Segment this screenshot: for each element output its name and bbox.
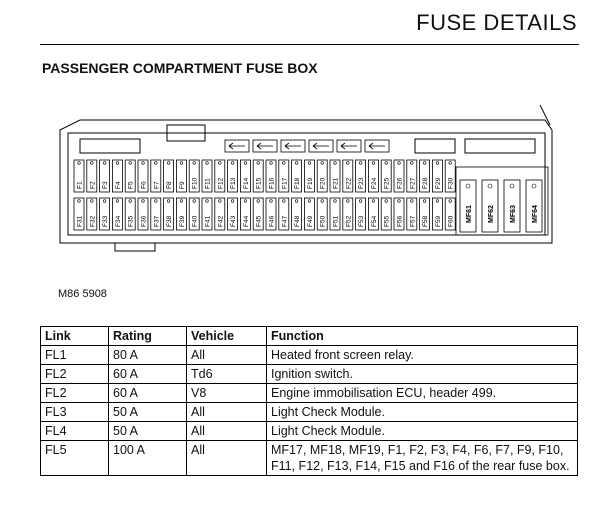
- fuse-slot: [112, 160, 122, 192]
- fuse-label: F35: [127, 215, 135, 227]
- fuse-label: F45: [255, 215, 263, 227]
- relay-right: [465, 139, 535, 153]
- fuse-label: F28: [422, 177, 430, 189]
- fuse-slot: [343, 160, 353, 192]
- fuse-slot: [368, 198, 378, 230]
- fuse-label: F11: [204, 178, 212, 189]
- fuse-label: F22: [345, 177, 353, 189]
- fuse-label: F55: [383, 215, 391, 227]
- link-cell: FL2: [41, 365, 109, 384]
- fuse-slot: [381, 198, 391, 230]
- table-row: [41, 403, 578, 422]
- table-row: [41, 346, 578, 365]
- fuse-slot: [151, 198, 161, 230]
- fuse-label: F50: [319, 215, 327, 227]
- fuse-label: F54: [370, 215, 378, 227]
- fuse-label: F24: [370, 177, 378, 189]
- diagram-reference: M86 5908: [58, 288, 107, 300]
- fuse-slot: [176, 198, 186, 230]
- vehicle-cell: Td6: [187, 365, 267, 384]
- vehicle-cell: All: [187, 422, 267, 441]
- rating-cell: 60 A: [109, 384, 187, 403]
- fuse-slot: [112, 198, 122, 230]
- fuse-slot: [253, 160, 263, 192]
- fuse-label: F1: [76, 181, 84, 189]
- fuse-slot: [330, 160, 340, 192]
- fuse-slot: [189, 198, 199, 230]
- fuse-label: F44: [242, 215, 250, 227]
- rating-cell: 100 A: [109, 441, 187, 476]
- header-divider: [40, 44, 579, 45]
- fuse-label: F32: [89, 215, 97, 227]
- section-title: PASSENGER COMPARTMENT FUSE BOX: [42, 60, 318, 76]
- fuse-slot: [356, 198, 366, 230]
- table-header-row: [41, 327, 578, 346]
- fuse-box-diagram: [40, 95, 580, 270]
- fuse-slot: [304, 198, 314, 230]
- fuse-label: F33: [102, 215, 110, 227]
- arrow-icon: [313, 143, 329, 149]
- fuse-label: F52: [345, 215, 353, 227]
- table-row: [41, 422, 578, 441]
- fuse-label: F19: [306, 177, 314, 189]
- fuse-slot: [202, 160, 212, 192]
- fuse-slot: [356, 160, 366, 192]
- fuse-label: F15: [255, 177, 263, 189]
- fuse-slot: [432, 198, 442, 230]
- fuse-label: F34: [114, 215, 122, 227]
- fuse-label: F2: [89, 181, 97, 189]
- fuse-label: F8: [166, 181, 174, 189]
- relay-mid: [415, 139, 455, 153]
- fuse-label: F14: [242, 177, 250, 189]
- fuse-label: F38: [166, 215, 174, 227]
- fuse-slot: [125, 198, 135, 230]
- fuse-label: F30: [447, 177, 455, 189]
- fuse-label: F59: [434, 215, 442, 227]
- fuse-label: F40: [191, 215, 199, 227]
- fuse-slot: [74, 160, 84, 192]
- fuse-slot: [317, 198, 327, 230]
- arrow-icon: [229, 143, 245, 149]
- fuse-slot: [381, 160, 391, 192]
- fuse-label: F56: [396, 215, 404, 227]
- fuse-slot: [228, 198, 238, 230]
- fuse-slot: [445, 198, 455, 230]
- fuse-label: F42: [217, 215, 225, 227]
- fuse-slot: [445, 160, 455, 192]
- table-row: [41, 441, 578, 476]
- fuse-label: F4: [114, 181, 122, 189]
- vehicle-cell: V8: [187, 384, 267, 403]
- fuse-label: F5: [127, 181, 135, 189]
- function-cell: Heated front screen relay.: [267, 346, 578, 365]
- vehicle-cell: All: [187, 346, 267, 365]
- function-cell: Light Check Module.: [267, 422, 578, 441]
- page-title: FUSE DETAILS: [416, 10, 577, 35]
- fuse-slot: [304, 160, 314, 192]
- maxi-fuse: [504, 180, 520, 232]
- maxi-fuse: [460, 180, 476, 232]
- fuse-slot: [394, 198, 404, 230]
- fuse-label: F31: [76, 215, 84, 227]
- maxi-fuse: [482, 180, 498, 232]
- fuse-slot: [343, 198, 353, 230]
- fuse-label: F9: [178, 181, 186, 189]
- maxi-fuse-label: MF64: [532, 205, 539, 223]
- fuse-label: F21: [332, 177, 340, 189]
- fuse-slot: [432, 160, 442, 192]
- vehicle-cell: All: [187, 403, 267, 422]
- fuse-slot: [292, 198, 302, 230]
- fuse-label: F20: [319, 177, 327, 189]
- fuse-label: F16: [268, 177, 276, 189]
- fuse-slot: [215, 198, 225, 230]
- fuse-slot: [100, 198, 110, 230]
- fuse-slot: [292, 160, 302, 192]
- fuse-slot: [87, 198, 97, 230]
- maxi-fuse: [526, 180, 542, 232]
- fuse-slot: [394, 160, 404, 192]
- fuse-label: F36: [140, 215, 148, 227]
- fuse-label: F17: [281, 177, 289, 189]
- fuse-slot: [407, 198, 417, 230]
- maxi-fuse-label: MF62: [488, 205, 495, 223]
- fuse-label: F23: [358, 177, 366, 189]
- fuse-label: F39: [178, 215, 186, 227]
- fuse-slot: [266, 160, 276, 192]
- bottom-tab: [115, 243, 155, 251]
- function-cell: Engine immobilisation ECU, header 499.: [267, 384, 578, 403]
- fuse-slot: [317, 160, 327, 192]
- fuse-label: F57: [409, 215, 417, 227]
- fuse-slot: [164, 198, 174, 230]
- fuse-slot: [368, 160, 378, 192]
- rating-cell: 80 A: [109, 346, 187, 365]
- fuse-label: F6: [140, 181, 148, 189]
- fuse-label: F41: [204, 215, 212, 227]
- link-cell: FL3: [41, 403, 109, 422]
- arrow-icon: [341, 143, 357, 149]
- table-row: [41, 384, 578, 403]
- fuse-slot: [330, 198, 340, 230]
- fuse-slot: [407, 160, 417, 192]
- fuse-label: F25: [383, 177, 391, 189]
- fuse-label: F10: [191, 177, 199, 189]
- fuse-slot: [279, 198, 289, 230]
- link-cell: FL2: [41, 384, 109, 403]
- column-header-rating: Rating: [109, 327, 187, 346]
- fuse-label: F58: [422, 215, 430, 227]
- column-header-function: Function: [267, 327, 578, 346]
- column-header-vehicle: Vehicle: [187, 327, 267, 346]
- fuse-slot: [87, 160, 97, 192]
- link-cell: FL5: [41, 441, 109, 476]
- fuse-label: F48: [294, 215, 302, 227]
- fuse-label: F51: [332, 215, 340, 227]
- rating-cell: 50 A: [109, 403, 187, 422]
- vehicle-cell: All: [187, 441, 267, 476]
- fuse-slot: [215, 160, 225, 192]
- maxi-fuse-label: MF61: [466, 205, 473, 223]
- fuse-slot: [164, 160, 174, 192]
- fuse-slot: [176, 160, 186, 192]
- fuse-label: F46: [268, 215, 276, 227]
- fuse-label: F49: [306, 215, 314, 227]
- link-cell: FL1: [41, 346, 109, 365]
- fuse-slot: [151, 160, 161, 192]
- fuse-slot: [125, 160, 135, 192]
- fuse-slot: [138, 160, 148, 192]
- rating-cell: 50 A: [109, 422, 187, 441]
- function-cell: Light Check Module.: [267, 403, 578, 422]
- fuse-label: F13: [230, 177, 238, 189]
- fuse-slot: [279, 160, 289, 192]
- column-header-link: Link: [41, 327, 109, 346]
- fuse-slot: [189, 160, 199, 192]
- fuse-label: F47: [281, 215, 289, 227]
- fuse-label: F29: [434, 177, 442, 189]
- right-ear: [540, 105, 550, 125]
- fuse-slot: [420, 160, 430, 192]
- fuse-slot: [266, 198, 276, 230]
- rating-cell: 60 A: [109, 365, 187, 384]
- fuse-slot: [138, 198, 148, 230]
- maxi-fuse-label: MF63: [510, 205, 517, 223]
- fuse-label: F12: [217, 177, 225, 189]
- fuse-slot: [202, 198, 212, 230]
- relay-left: [80, 139, 140, 153]
- link-cell: FL4: [41, 422, 109, 441]
- fuse-slot: [228, 160, 238, 192]
- fuse-label: F53: [358, 215, 366, 227]
- fuse-slot: [240, 160, 250, 192]
- fuse-label: F26: [396, 177, 404, 189]
- arrow-icon: [257, 143, 273, 149]
- fuse-label: F37: [153, 215, 161, 227]
- fuse-slot: [420, 198, 430, 230]
- function-cell: MF17, MF18, MF19, F1, F2, F3, F4, F6, F7, F9, F10, F11, F12, F13, F14, F15 and F16 of the rear fuse box.: [267, 441, 578, 476]
- fuse-label: F18: [294, 177, 302, 189]
- function-cell: Ignition switch.: [267, 365, 578, 384]
- fuse-label: F7: [153, 181, 161, 189]
- fuse-slot: [240, 198, 250, 230]
- fuse-slot: [74, 198, 84, 230]
- table-row: [41, 365, 578, 384]
- fuse-table: [40, 326, 578, 476]
- arrow-icon: [285, 143, 301, 149]
- fuse-label: F60: [447, 215, 455, 227]
- fuse-slot: [253, 198, 263, 230]
- fuse-label: F43: [230, 215, 238, 227]
- arrow-icon: [369, 143, 385, 149]
- fuse-label: F3: [102, 181, 110, 189]
- fuse-slot: [100, 160, 110, 192]
- fuse-label: F27: [409, 177, 417, 189]
